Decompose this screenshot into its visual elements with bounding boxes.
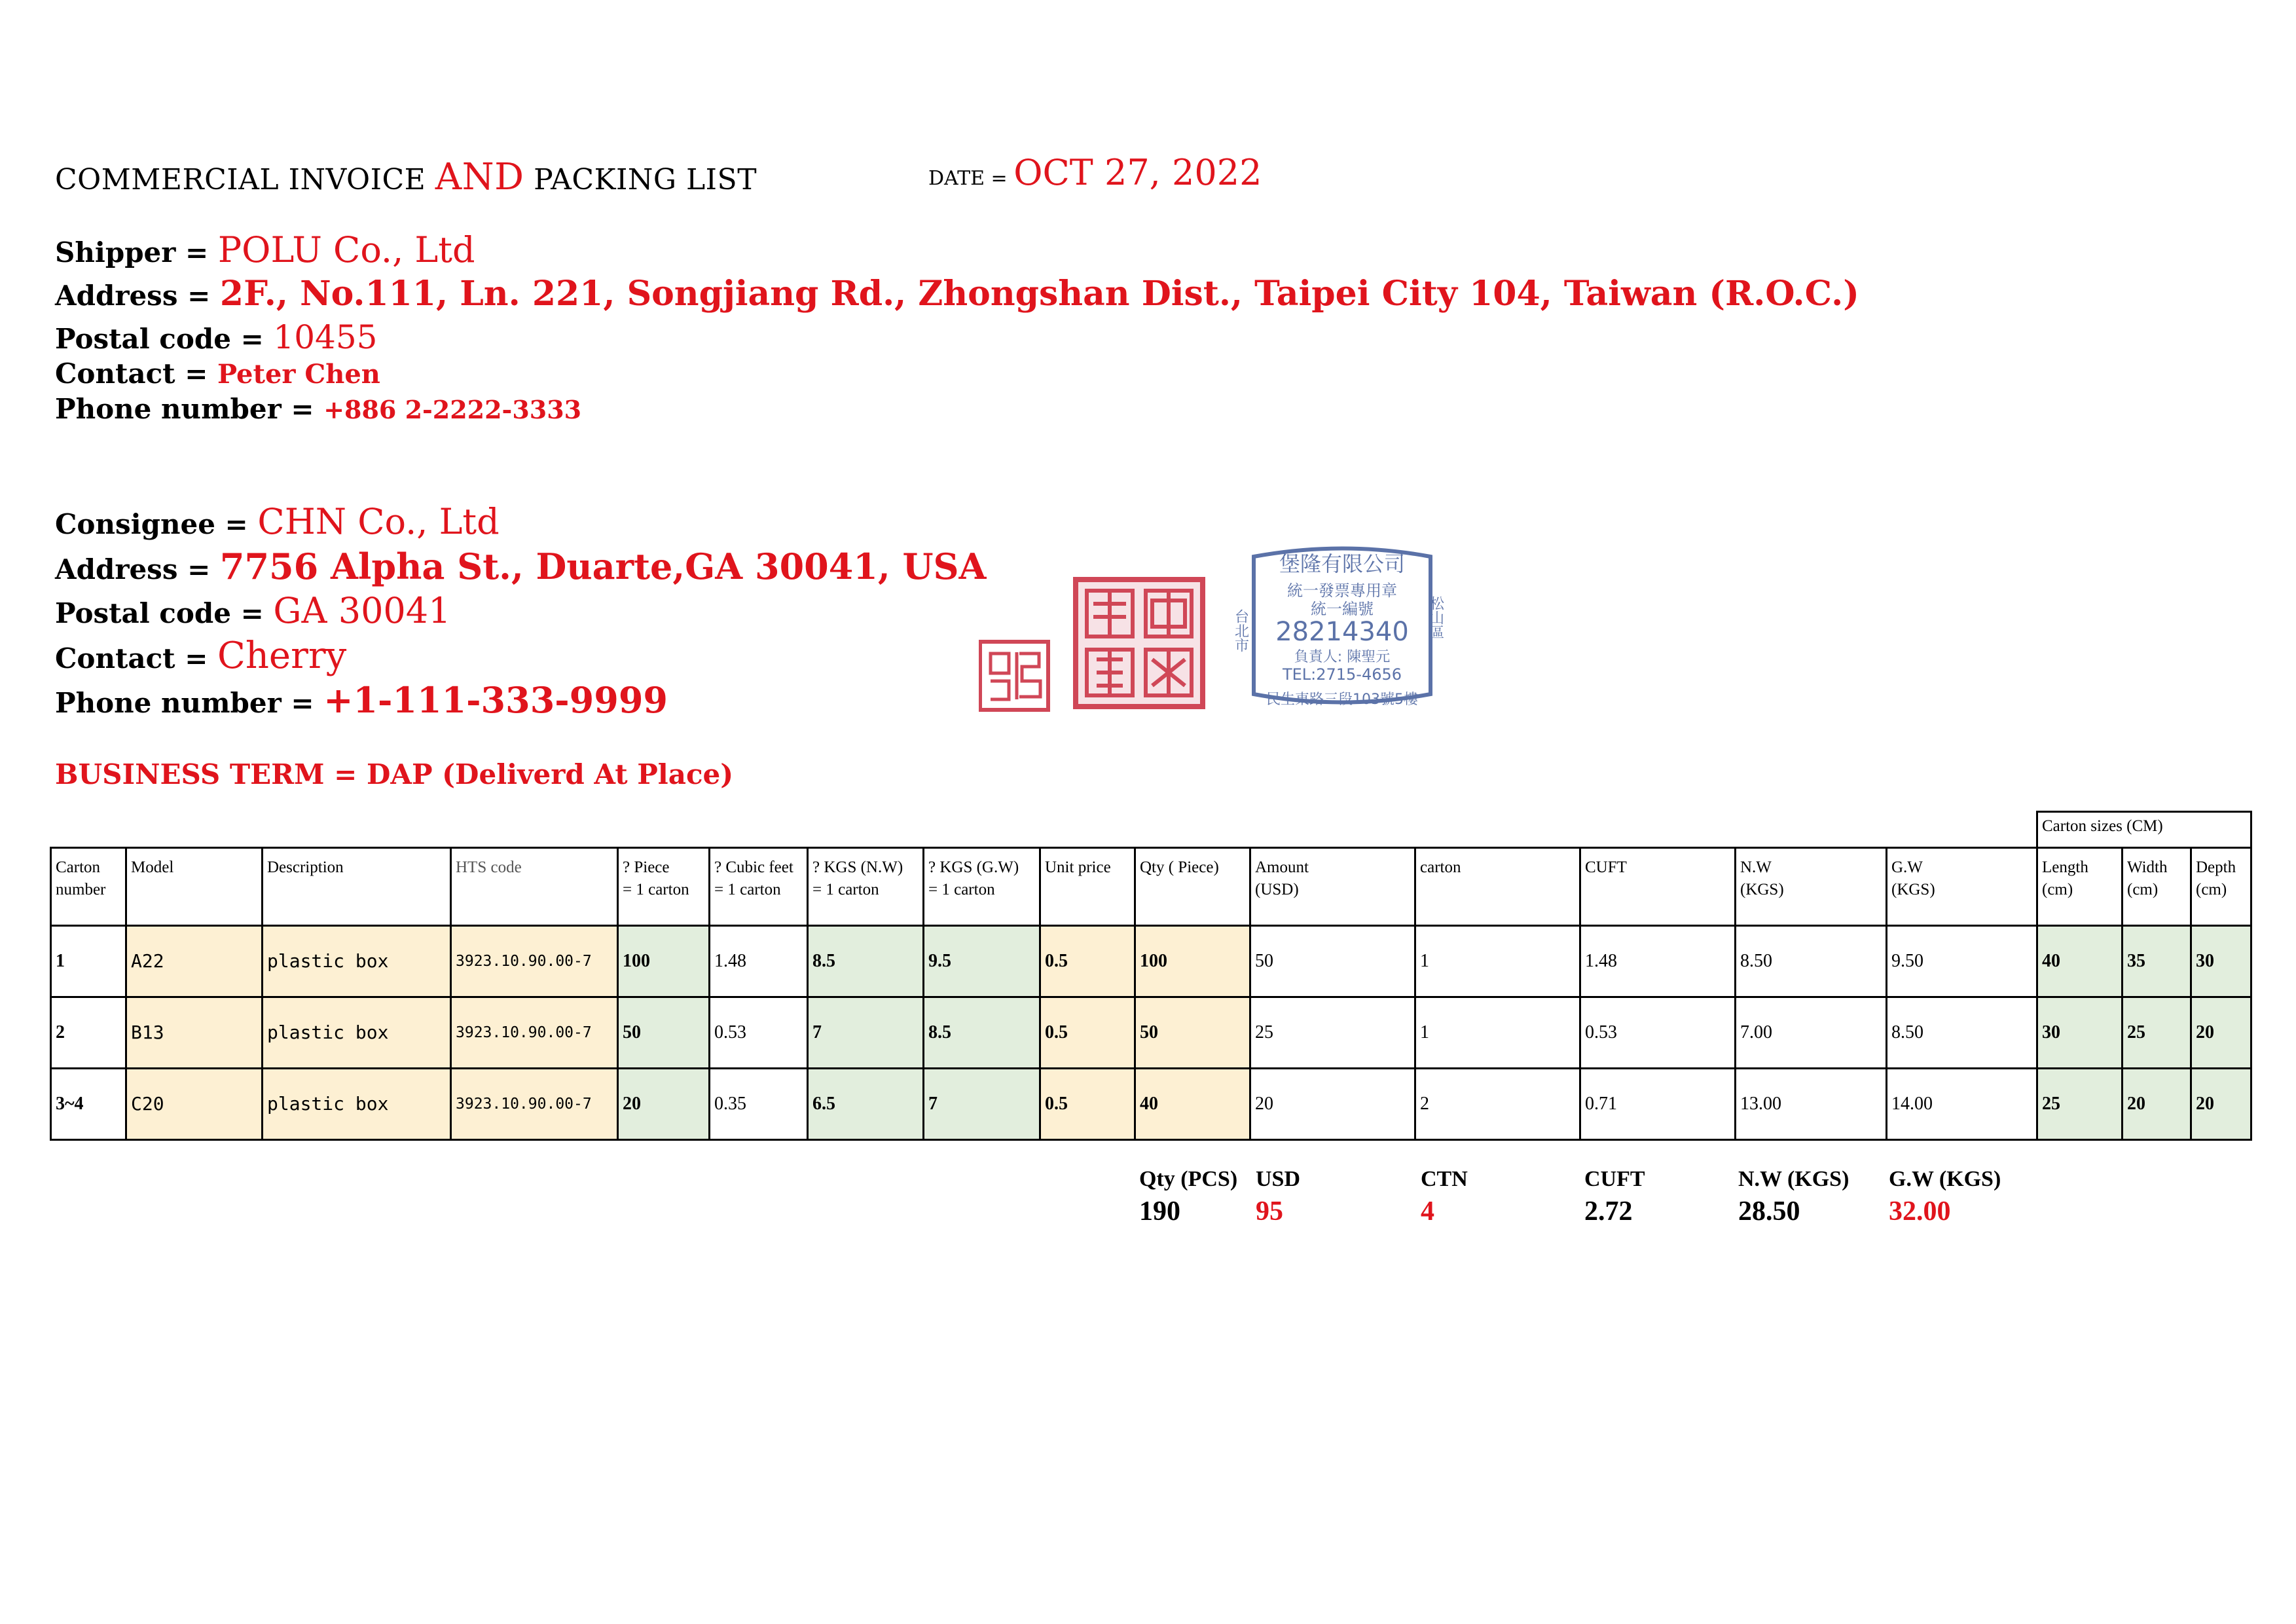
consignee-section bbox=[55, 501, 986, 724]
total-qty-value: 190 bbox=[1139, 1196, 1180, 1227]
cell-unit-price: 0.5 bbox=[1040, 926, 1135, 997]
header-length-cm bbox=[2037, 848, 2123, 926]
header-line: Length bbox=[2042, 858, 2088, 876]
header-cuft bbox=[1580, 848, 1736, 926]
header-description bbox=[263, 848, 451, 926]
header-amount-usd bbox=[1250, 848, 1415, 926]
header-kgs-nw-per-carton bbox=[808, 848, 924, 926]
cell-piece-per-carton: 100 bbox=[618, 926, 710, 997]
shipper-contact-label: Contact = bbox=[55, 358, 218, 390]
header-line: number bbox=[56, 881, 106, 898]
cell-depth-cm: 30 bbox=[2191, 926, 2251, 997]
date-value: OCT 27, 2022 bbox=[1013, 152, 1262, 193]
header-line: Depth bbox=[2196, 858, 2236, 876]
shipper-phone: +886 2-2222-3333 bbox=[323, 395, 582, 424]
total-usd-label: USD bbox=[1256, 1167, 1301, 1191]
total-gw-value: 32.00 bbox=[1889, 1196, 1951, 1227]
cell-gw-kgs: 14.00 bbox=[1887, 1069, 2037, 1140]
cell-cubic-feet-per-carton: 0.53 bbox=[710, 997, 808, 1069]
total-cuft-value: 2.72 bbox=[1584, 1196, 1633, 1227]
header-width-cm bbox=[2123, 848, 2191, 926]
header-line: HTS code bbox=[456, 858, 522, 876]
cell-amount-usd: 25 bbox=[1250, 997, 1415, 1069]
cell-carton-number: 1 bbox=[51, 926, 126, 997]
cell-model: A22 bbox=[126, 926, 263, 997]
cell-kgs-gw-per-carton: 9.5 bbox=[924, 926, 1040, 997]
cell-length-cm: 30 bbox=[2037, 997, 2123, 1069]
consignee-postal-label: Postal code = bbox=[55, 597, 274, 629]
invoice-stamp bbox=[1233, 549, 1444, 709]
header-cubic-feet-per-carton bbox=[710, 848, 808, 926]
cell-width-cm: 25 bbox=[2123, 997, 2191, 1069]
shipper-label: Shipper = bbox=[55, 236, 218, 268]
header-nw-kgs bbox=[1736, 848, 1887, 926]
header-line: Model bbox=[131, 858, 174, 876]
cell-kgs-gw-per-carton: 7 bbox=[924, 1069, 1040, 1140]
cell-carton: 2 bbox=[1415, 1069, 1580, 1140]
total-nw-label: N.W (KGS) bbox=[1738, 1167, 1850, 1191]
header-carton bbox=[1415, 848, 1580, 926]
cell-hts-code: 3923.10.90.00-7 bbox=[451, 997, 618, 1069]
seal-stamps-image bbox=[979, 544, 1463, 720]
shipper-address-label: Address = bbox=[55, 280, 220, 312]
cell-model: C20 bbox=[126, 1069, 263, 1140]
cell-cubic-feet-per-carton: 1.48 bbox=[710, 926, 808, 997]
header-line: (USD) bbox=[1255, 881, 1299, 898]
cell-width-cm: 20 bbox=[2123, 1069, 2191, 1140]
cell-depth-cm: 20 bbox=[2191, 1069, 2251, 1140]
svg-text:負責人: 陳聖元: 負責人: 陳聖元 bbox=[1294, 649, 1391, 665]
shipper-address: 2F., No.111, Ln. 221, Songjiang Rd., Zhongshan Dist., Taipei City 104, Taiwan (R.O.C.) bbox=[219, 274, 1859, 314]
total-cuft-label: CUFT bbox=[1584, 1167, 1645, 1191]
header-line: carton bbox=[1420, 858, 1461, 876]
total-qty-label: Qty (PCS) bbox=[1139, 1167, 1238, 1191]
cell-depth-cm: 20 bbox=[2191, 997, 2251, 1069]
header-line bbox=[1140, 879, 1245, 901]
svg-text:TEL:2715-4656: TEL:2715-4656 bbox=[1282, 665, 1402, 684]
total-gw-label: G.W (KGS) bbox=[1889, 1167, 2001, 1191]
consignee-contact-label: Contact = bbox=[55, 642, 218, 674]
header-line: ? KGS (N.W) bbox=[812, 858, 903, 876]
header-hts-code bbox=[451, 848, 618, 926]
header-line bbox=[1585, 879, 1730, 901]
cell-cuft: 1.48 bbox=[1580, 926, 1736, 997]
title-text-2: PACKING LIST bbox=[524, 163, 757, 196]
header-line: Width bbox=[2127, 858, 2168, 876]
invoice-table bbox=[50, 811, 2252, 1141]
cell-kgs-nw-per-carton: 7 bbox=[808, 997, 924, 1069]
table-row bbox=[51, 926, 2251, 997]
cell-kgs-nw-per-carton: 8.5 bbox=[808, 926, 924, 997]
cell-description: plastic box bbox=[263, 1069, 451, 1140]
header-depth-cm bbox=[2191, 848, 2251, 926]
cell-model: B13 bbox=[126, 997, 263, 1069]
consignee-address-label: Address = bbox=[55, 553, 220, 585]
cell-amount-usd: 20 bbox=[1250, 1069, 1415, 1140]
header-line: = 1 carton bbox=[812, 881, 879, 898]
header-piece-per-carton bbox=[618, 848, 710, 926]
table-row bbox=[51, 1069, 2251, 1140]
svg-text:民生東路三段103號5樓: 民生東路三段103號5樓 bbox=[1266, 692, 1418, 708]
header-line bbox=[1420, 879, 1575, 901]
cell-kgs-gw-per-carton: 8.5 bbox=[924, 997, 1040, 1069]
table-row bbox=[51, 997, 2251, 1069]
header-line bbox=[267, 879, 446, 901]
header-line: Carton bbox=[56, 858, 101, 876]
header-line: (KGS) bbox=[1740, 881, 1784, 898]
cell-description: plastic box bbox=[263, 926, 451, 997]
header-line: (KGS) bbox=[1891, 881, 1935, 898]
stamps-area bbox=[979, 544, 1463, 723]
cell-piece-per-carton: 50 bbox=[618, 997, 710, 1069]
cell-width-cm: 35 bbox=[2123, 926, 2191, 997]
header-line: Unit price bbox=[1045, 858, 1111, 876]
header-line: ? Cubic feet bbox=[714, 858, 793, 876]
header-line: N.W bbox=[1740, 858, 1772, 876]
cell-length-cm: 40 bbox=[2037, 926, 2123, 997]
cell-nw-kgs: 8.50 bbox=[1736, 926, 1887, 997]
cell-carton-number: 2 bbox=[51, 997, 126, 1069]
header-carton-number bbox=[51, 848, 126, 926]
svg-text:統一編號: 統一編號 bbox=[1311, 600, 1374, 618]
header-line: = 1 carton bbox=[623, 881, 689, 898]
title-text-1: COMMERCIAL INVOICE bbox=[55, 163, 435, 196]
table-header-row bbox=[51, 848, 2251, 926]
cell-hts-code: 3923.10.90.00-7 bbox=[451, 1069, 618, 1140]
cell-unit-price: 0.5 bbox=[1040, 1069, 1135, 1140]
cell-amount-usd: 50 bbox=[1250, 926, 1415, 997]
cell-hts-code: 3923.10.90.00-7 bbox=[451, 926, 618, 997]
consignee-phone-label: Phone number = bbox=[55, 687, 324, 719]
shipper-contact: Peter Chen bbox=[217, 359, 380, 390]
consignee-name: CHN Co., Ltd bbox=[257, 501, 500, 542]
cell-carton: 1 bbox=[1415, 926, 1580, 997]
header-line: Description bbox=[267, 858, 344, 876]
cell-gw-kgs: 9.50 bbox=[1887, 926, 2037, 997]
cell-piece-per-carton: 20 bbox=[618, 1069, 710, 1140]
consignee-contact: Cherry bbox=[217, 635, 347, 677]
carton-sizes-header: Carton sizes (CM) bbox=[2037, 812, 2251, 848]
header-line: (cm) bbox=[2127, 881, 2159, 898]
total-ctn-label: CTN bbox=[1421, 1167, 1468, 1191]
cell-length-cm: 25 bbox=[2037, 1069, 2123, 1140]
header-line bbox=[1045, 879, 1130, 901]
shipper-section bbox=[55, 229, 1859, 428]
document-title bbox=[55, 156, 757, 198]
header-line: = 1 carton bbox=[714, 881, 781, 898]
cell-qty-piece: 50 bbox=[1135, 997, 1250, 1069]
shipper-postal: 10455 bbox=[273, 318, 378, 356]
total-usd-value: 95 bbox=[1256, 1196, 1283, 1227]
total-ctn-value: 4 bbox=[1421, 1196, 1434, 1227]
svg-text:28214340: 28214340 bbox=[1275, 617, 1409, 647]
cell-description: plastic box bbox=[263, 997, 451, 1069]
cell-qty-piece: 100 bbox=[1135, 926, 1250, 997]
business-term: BUSINESS TERM = DAP (Deliverd At Place) bbox=[55, 758, 734, 790]
header-line: = 1 carton bbox=[928, 881, 995, 898]
total-nw-value: 28.50 bbox=[1738, 1196, 1800, 1227]
cell-unit-price: 0.5 bbox=[1040, 997, 1135, 1069]
cell-cuft: 0.71 bbox=[1580, 1069, 1736, 1140]
date-label: DATE = bbox=[928, 167, 1014, 190]
personal-seal bbox=[980, 642, 1048, 710]
header-line: (cm) bbox=[2196, 881, 2227, 898]
svg-text:松山區: 松山區 bbox=[1427, 596, 1444, 639]
title-and: AND bbox=[435, 156, 524, 198]
header-kgs-gw-per-carton bbox=[924, 848, 1040, 926]
header-gw-kgs bbox=[1887, 848, 2037, 926]
header-line: ? Piece bbox=[623, 858, 670, 876]
cell-carton: 1 bbox=[1415, 997, 1580, 1069]
header-line bbox=[456, 879, 613, 901]
consignee-address: 7756 Alpha St., Duarte,GA 30041, USA bbox=[219, 545, 987, 587]
header-line: CUFT bbox=[1585, 858, 1627, 876]
cell-kgs-nw-per-carton: 6.5 bbox=[808, 1069, 924, 1140]
svg-text:統一發票專用章: 統一發票專用章 bbox=[1287, 581, 1397, 600]
consignee-postal: GA 30041 bbox=[273, 590, 451, 631]
shipper-postal-label: Postal code = bbox=[55, 323, 274, 355]
cell-gw-kgs: 8.50 bbox=[1887, 997, 2037, 1069]
header-qty-piece bbox=[1135, 848, 1250, 926]
consignee-label: Consignee = bbox=[55, 508, 258, 540]
cell-carton-number: 3~4 bbox=[51, 1069, 126, 1140]
cell-nw-kgs: 13.00 bbox=[1736, 1069, 1887, 1140]
shipper-phone-label: Phone number = bbox=[55, 393, 324, 425]
header-unit-price bbox=[1040, 848, 1135, 926]
consignee-phone: +1-111-333-9999 bbox=[323, 679, 668, 721]
header-line: Qty ( Piece) bbox=[1140, 858, 1219, 876]
header-line: Amount bbox=[1255, 858, 1309, 876]
header-line bbox=[131, 879, 257, 901]
shipper-name: POLU Co., Ltd bbox=[217, 229, 475, 270]
header-line: ? KGS (G.W) bbox=[928, 858, 1019, 876]
cell-nw-kgs: 7.00 bbox=[1736, 997, 1887, 1069]
header-model bbox=[126, 848, 263, 926]
header-line: (cm) bbox=[2042, 881, 2073, 898]
cell-cubic-feet-per-carton: 0.35 bbox=[710, 1069, 808, 1140]
svg-text:台北市: 台北市 bbox=[1232, 609, 1249, 652]
date-block bbox=[928, 152, 1262, 193]
company-square-seal bbox=[1076, 580, 1203, 707]
svg-text:堡隆有限公司: 堡隆有限公司 bbox=[1279, 551, 1406, 576]
cell-cuft: 0.53 bbox=[1580, 997, 1736, 1069]
header-line: G.W bbox=[1891, 858, 1923, 876]
cell-qty-piece: 40 bbox=[1135, 1069, 1250, 1140]
sizes-header-spacer bbox=[51, 812, 2037, 848]
